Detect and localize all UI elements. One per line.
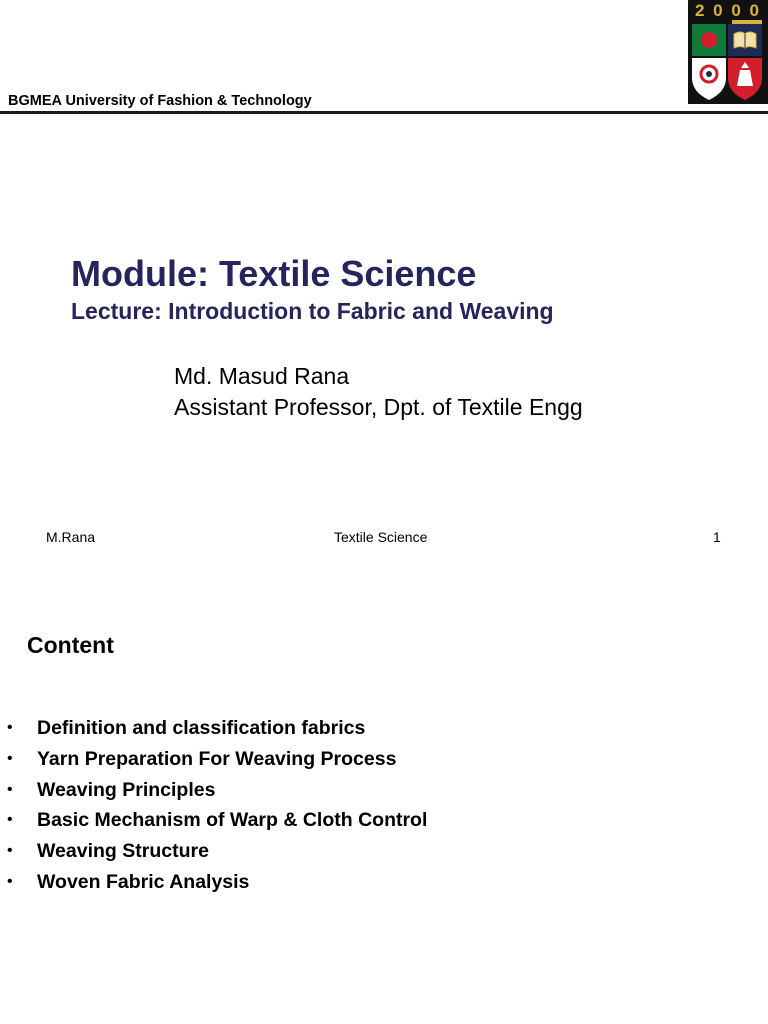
list-item-text: Woven Fabric Analysis xyxy=(37,870,250,893)
module-title: Module: Textile Science xyxy=(71,253,477,294)
footer-author: M.Rana xyxy=(46,529,96,545)
content-heading: Content xyxy=(27,632,114,658)
list-item-text: Basic Mechanism of Warp & Cloth Control xyxy=(37,809,428,832)
list-item-text: Weaving Principles xyxy=(37,778,216,801)
university-name: BGMEA University of Fashion & Technology xyxy=(8,93,312,109)
author-block xyxy=(174,361,583,423)
bullet-icon: • xyxy=(7,842,13,860)
logo-year: 2 0 0 0 xyxy=(695,1,761,20)
author-role: Assistant Professor, Dpt. of Textile Engg xyxy=(174,394,583,420)
content-slide xyxy=(0,576,768,1024)
footer-course: Textile Science xyxy=(334,529,428,545)
bullet-icon: • xyxy=(7,811,13,829)
bullet-icon: • xyxy=(7,749,13,767)
university-crest-icon xyxy=(688,0,768,104)
list-item-text: Yarn Preparation For Weaving Process xyxy=(37,747,397,770)
footer-page-number: 1 xyxy=(713,529,721,545)
list-item-text: Weaving Structure xyxy=(37,840,209,863)
lecture-title: Lecture: Introduction to Fabric and Weaving xyxy=(71,298,554,324)
bullet-icon: • xyxy=(7,872,13,890)
bullet-icon: • xyxy=(7,719,13,736)
list-item-text: Definition and classification fabrics xyxy=(37,717,366,739)
author-name: Md. Masud Rana xyxy=(174,363,350,389)
bullet-icon: • xyxy=(7,780,13,798)
header-divider xyxy=(0,111,768,114)
